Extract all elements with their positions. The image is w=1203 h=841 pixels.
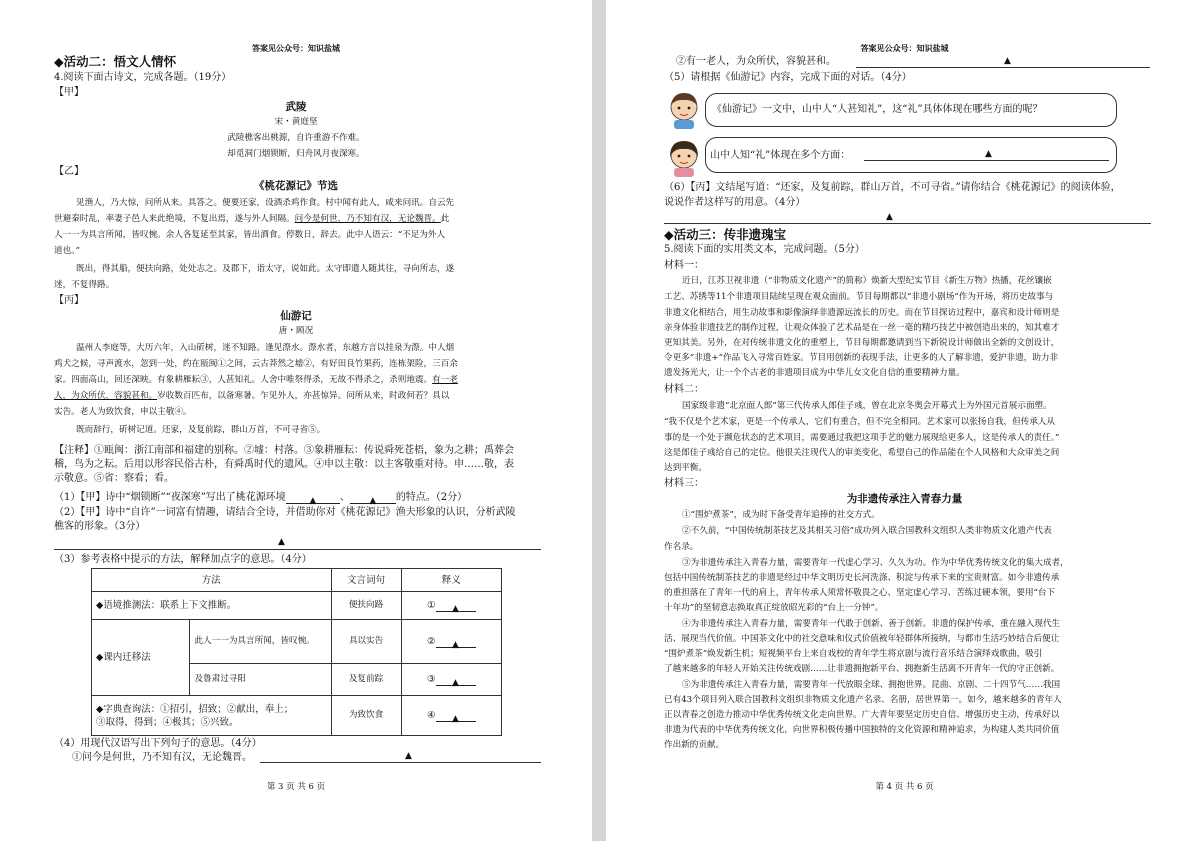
yi-text-line: 道也。”: [54, 246, 80, 256]
poem-line: 却觅洞门烟锁断，归舟风月夜深寒。: [227, 149, 365, 159]
material-2-line: 这是郎佳子彧给自己的定位。他很关注现代人的审美变化，希望自己的作品能在个人风格和大众审美之间: [664, 448, 1060, 458]
material-2-line: 达到平衡。: [664, 463, 707, 473]
material-label: 材料二：: [664, 384, 704, 395]
material-3-line: 已有43个项目列入联合国教科文组织非物质文化遗产名录、名册，居世界第一。如今，越来越多的青年人: [664, 695, 1062, 705]
material-3-line: ③为非遗传承注入青春力量，需要青年一代虚心学习、久久为功。作为中华优秀传统文化的集大成者，: [682, 558, 1069, 568]
material-3-line: ⑤为非遗传承注入青春力量，需要青年一代放眼全球、拥抱世界。昆曲、京剧、二十四节气……我国: [682, 680, 1061, 690]
sub-question-2: （2）【甲】诗中“自许”一词富有情趣，请结合全诗，并借助你对《桃花源记》渔夫形象的认识，分析武陵: [54, 507, 516, 518]
method-context: ◆语境推测法：联系上下文推断。: [92, 592, 332, 620]
yi-text-line: 既出，得其船，便扶向路，处处志之。及郡下，诣太守，说如此。太守即遣人随其往，寻向所志，遂: [76, 264, 455, 274]
page-header: 答案见公众号：知识盐城: [860, 43, 949, 53]
transfer-example-2: 及鲁肃过寻阳: [190, 664, 331, 696]
answer-blank[interactable]: ▲: [350, 494, 396, 504]
question-5: 5.阅读下面的实用类文本，完成问题。（5分）: [664, 244, 865, 255]
bing-author: 唐・顾况: [278, 326, 314, 336]
method-dictionary: ◆字典查询法：①招引，招致；②献出，奉上； ③取得，得到；④极其；⑤兴致。: [92, 696, 332, 736]
material-1-line: 近日，江苏卫视非遗（“非物质文化遗产”的简称）焕新大型纪实节目《新生万物》热播，花丝镶嵌: [682, 276, 1052, 286]
yi-text-line: 见渔人，乃大惊，问所从来。具答之。便要还家，设酒杀鸡作食。村中闻有此人，咸来问讯。自云先: [76, 198, 455, 208]
meaning-cell-2[interactable]: ② ▲: [401, 620, 501, 664]
answer-marker: ▲: [985, 149, 992, 159]
material-label: 材料三：: [664, 478, 704, 489]
sub-question-3: （3）参考表格中提示的方法，解释加点字的意思。（4分）: [54, 554, 312, 565]
transfer-example-1: 此人一一为具言所闻，皆叹惋。: [190, 620, 331, 664]
material-2-line: 事的是一个处于濒危状态的艺术项目，需要通过我把这项手艺的魅力展现给更多人，这是传承人的责任。”: [664, 433, 1060, 443]
sub-question-5: （5）请根据《仙游记》内容，完成下面的对话。（4分）: [664, 72, 912, 83]
answer-marker: ▲: [1004, 56, 1011, 66]
label-jia: 【甲】: [54, 87, 84, 98]
material-1-line: 工艺、苏绣等11个非遗项目陆续呈现在观众面前。节目每期都以“非遗小剧场”作为开场，将历史故事与: [664, 292, 1054, 302]
bubble-question-text: 《仙游记》一文中，山中人“人甚知礼”，这“礼”具体体现在哪些方面的呢？: [712, 104, 1043, 115]
answer-marker: ▲: [278, 537, 285, 547]
bubble-answer-text: 山中人知“礼”体现在多个方面：: [710, 150, 851, 161]
bing-text-line: 人，为众所伏，容貌甚和。岁收数百匹布，以备寒暑。乍见外人，亦甚惊异。问所从来，时政何若？具以: [54, 391, 450, 401]
material-3-line: “围炉煮茶”焕发新生机；短视频平台上来自戏校的青年学生将京剧与流行音乐结合演绎戏歌曲，吸引: [664, 649, 1043, 659]
bing-title: 仙游记: [280, 310, 312, 322]
speech-bubble-answer: [705, 137, 1117, 173]
meaning-cell-3[interactable]: ③ ▲: [401, 664, 501, 696]
material-3-line: 作名录。: [664, 542, 699, 552]
section-heading-activity3: ◆活动三：传非遗瑰宝: [664, 227, 787, 242]
material-3-line: 十年功”的坚韧意志换取真正绽放昭光彩的“台上一分钟”。: [664, 603, 884, 613]
page-footer: 第 3 页 共 6 页: [266, 782, 326, 792]
annotation-line: 稽，鸟为之耘。后用以形容民俗古朴，有舜禹时代的遗风。④申以主敬：以主客敬重对待。申……敬，表: [54, 459, 514, 470]
yi-text-line: 迷，不复得路。: [54, 280, 115, 290]
answer-line[interactable]: [54, 549, 541, 550]
meaning-cell-4[interactable]: ④ ▲: [401, 696, 501, 736]
material-1-line: 遗发扬光大，让一个个古老的非遗项目成为中华儿女文化自信的重要精神力量。: [664, 368, 965, 378]
material-label: 材料一：: [664, 260, 704, 271]
material-2-line: “我不仅是个艺术家，更是一个传承人，它们有重合，但不完全相同。艺术家可以张扬自我，但传承人从: [664, 417, 1056, 427]
material-3-line: 的重担落在了青年一代的肩上，青年传承人须常怀敬畏之心、坚定虚心学习、苦练过硬本领，要用“台下: [664, 588, 1056, 598]
method-table: [91, 568, 502, 736]
bing-text-line: 家。四面高山，回还深映。有象耕雁耘③，人甚知礼。人舍中唯祭得杀，无故不得杀之，杀则地震。有一老: [54, 375, 458, 385]
phrase-1: 便扶向路: [331, 592, 401, 620]
material-3-line: 正以青春之创造力推动中华优秀传统文化走向世界。广大青年要坚定历史自信、增强历史主动，传承好以: [664, 710, 1060, 720]
answer-marker: ▲: [886, 212, 893, 222]
answer-line[interactable]: [664, 223, 1151, 224]
bing-text-line: 鸡犬之候，寻声渡水，忽到一处，约在瓯闽①之间，云古莽然之墟②，有好田良竹果药，连栋架险，三百余: [54, 359, 458, 369]
material-3-line: ①“围炉煮茶”，成为时下备受青年追捧的社交方式。: [682, 510, 880, 520]
material-3-line: 活、展现当代价值。中国茶文化中的社交意味和仪式价值被年轻群体所接纳，与都市生活巧妙结合后便让: [664, 634, 1060, 644]
sub-question-6: （6）【丙】文结尾写道：“还家，及复前踪，群山万首，不可寻省。”请你结合《桃花源记》的阅读体验，: [664, 182, 1121, 193]
page-header: 答案见公众号：知识盐城: [252, 43, 340, 53]
answer-line[interactable]: [856, 67, 1150, 68]
sub-question-4-item-2: ②有一老人，为众所伏，容貌甚和。: [676, 56, 836, 67]
question-4: 4.阅读下面古诗文，完成各题。（19分）: [54, 72, 232, 83]
yi-text-line: 世避秦时乱，率妻子邑人来此绝境，不复出焉，遂与外人间隔。问今是何世，乃不知有汉，无论魏晋。此: [54, 214, 450, 224]
bing-text-line: 实告。老人为致饮食，申以主敬④。: [54, 407, 192, 417]
poem-line: 武陵樵客出桃源，自许重游不作难。: [227, 133, 365, 143]
material-3-title: 为非遗传承注入青春力量: [846, 493, 963, 505]
annotation-line: 示敬意。⑤省：察看；看。: [54, 473, 174, 484]
material-1-line: 亲身体验非遗技艺的制作过程，让观众体验了艺术品是在一丝一毫的精巧技艺中被创造出来的，知其难才: [664, 323, 1060, 333]
meaning-cell-1[interactable]: ① ▲: [401, 592, 501, 620]
sub-question-1: （1）【甲】诗中“烟锁断”“夜深寒”写出了桃花源环境 ▲ 、 ▲ 的特点。（2分）: [54, 492, 468, 506]
answer-blank[interactable]: ▲: [286, 494, 340, 504]
material-3-line: ②不久前，“中国传统制茶技艺及其相关习俗”成功列入联合国教科文组织人类非物质文化遗产代表: [682, 526, 1052, 536]
page-3: [0, 0, 592, 841]
material-3-line: 包括中国传统制茶技艺的非遗是经过中华文明历史长河洗涤、积淀与传承下来的宝贵财富。如今非遗传承: [664, 573, 1060, 583]
label-bing: 【丙】: [54, 295, 84, 306]
material-1-line: 更知其美。另外，在对传统非遗文化的重塑上，节目每期都邀请到当下新锐设计师做出全新的文创设计，: [664, 338, 1060, 348]
material-3-line: 了越来越多的年轻人开始关注传统戏剧……让非遗拥抱新平台、拥抱新生活离不开青年一代的守正创新。: [664, 664, 1060, 674]
label-yi: 【乙】: [54, 166, 84, 177]
sub-question-6-cont: 说说作者这样写的用意。（4分）: [664, 197, 806, 208]
method-transfer: ◆课内迁移法: [92, 620, 190, 696]
student-girl-avatar-icon: [664, 137, 704, 177]
bing-text-line: 温州人李庭等，大历六年，入山斫树，迷不知路。逢见漈水。漈水者，东越方言以挂泉为漈。中人烟: [76, 343, 455, 353]
material-1-line: 令更多“非遗+”作品飞入寻常百姓家。节目用创新的表现手法，让更多的人了解非遗，爱护非遗，助力非: [664, 353, 1059, 363]
sub-question-2-cont: 樵客的形象。（3分）: [54, 521, 146, 532]
yi-text-line: 人一一为具言所闻，皆叹惋。余人各复延至其家，皆出酒食。停数日，辞去。此中人语云：“不足为外人: [54, 230, 446, 240]
table-header-method: 方法: [92, 569, 332, 592]
table-header-phrase: 文言词句: [331, 569, 401, 592]
material-2-line: 国家级非遗“北京面人郎”第三代传承人郎佳子彧，曾在北京冬奥会开幕式上为外国元首展示面塑。: [682, 401, 1052, 411]
answer-marker: ▲: [405, 751, 412, 761]
sub-question-4-item-1: ①问今是何世，乃不知有汉，无论魏晋。: [72, 752, 252, 763]
material-3-line: ④为非遗传承注入青春力量，需要青年一代敢于创新、善于创新。非遗的保护传承，重在融入现代生: [682, 619, 1061, 629]
material-3-line: 作出新的贡献。: [664, 740, 725, 750]
page-footer: 第 4 页 共 6 页: [875, 782, 934, 792]
phrase-2: 具以实告: [331, 620, 401, 664]
annotation-line: 【注释】①瓯闽：浙江南部和福建的别称。②墟：村落。③象耕雁耘：传说舜死苍梧，象为之耕；禹葬会: [54, 445, 514, 456]
material-1-line: 非遗文化相结合，用生动故事和影像演绎非遗源远流长的历史。而在节目探访过程中，嘉宾和设计师则是: [664, 308, 1060, 318]
sub-question-4: （4）用现代汉语写出下列句子的意思。（4分）: [54, 738, 262, 749]
section-heading-activity2: ◆活动二：悟文人情怀: [54, 54, 177, 69]
poem-author: 宋・黄庭坚: [274, 117, 318, 127]
answer-line[interactable]: [260, 762, 541, 763]
phrase-4: 为致饮食: [331, 696, 401, 736]
student-boy-avatar-icon: [664, 89, 704, 129]
poem-title: 武陵: [285, 101, 307, 113]
table-header-meaning: 释义: [401, 569, 501, 592]
bing-text-line: 既而辞行，斫树记道。还家，及复前踪，群山万首，不可寻省⑤。: [76, 425, 326, 435]
phrase-3: 及复前踪: [331, 664, 401, 696]
material-3-line: 非遗为代表的中华优秀传统文化，向世界积极传播中国独特的文化资源和精神追求，为构建人类共同价值: [664, 725, 1060, 735]
speech-bubble-question: [705, 93, 1117, 127]
page-4: [606, 0, 1203, 841]
yi-title: 《桃花源记》节选: [254, 180, 338, 192]
answer-line[interactable]: [864, 160, 1109, 161]
